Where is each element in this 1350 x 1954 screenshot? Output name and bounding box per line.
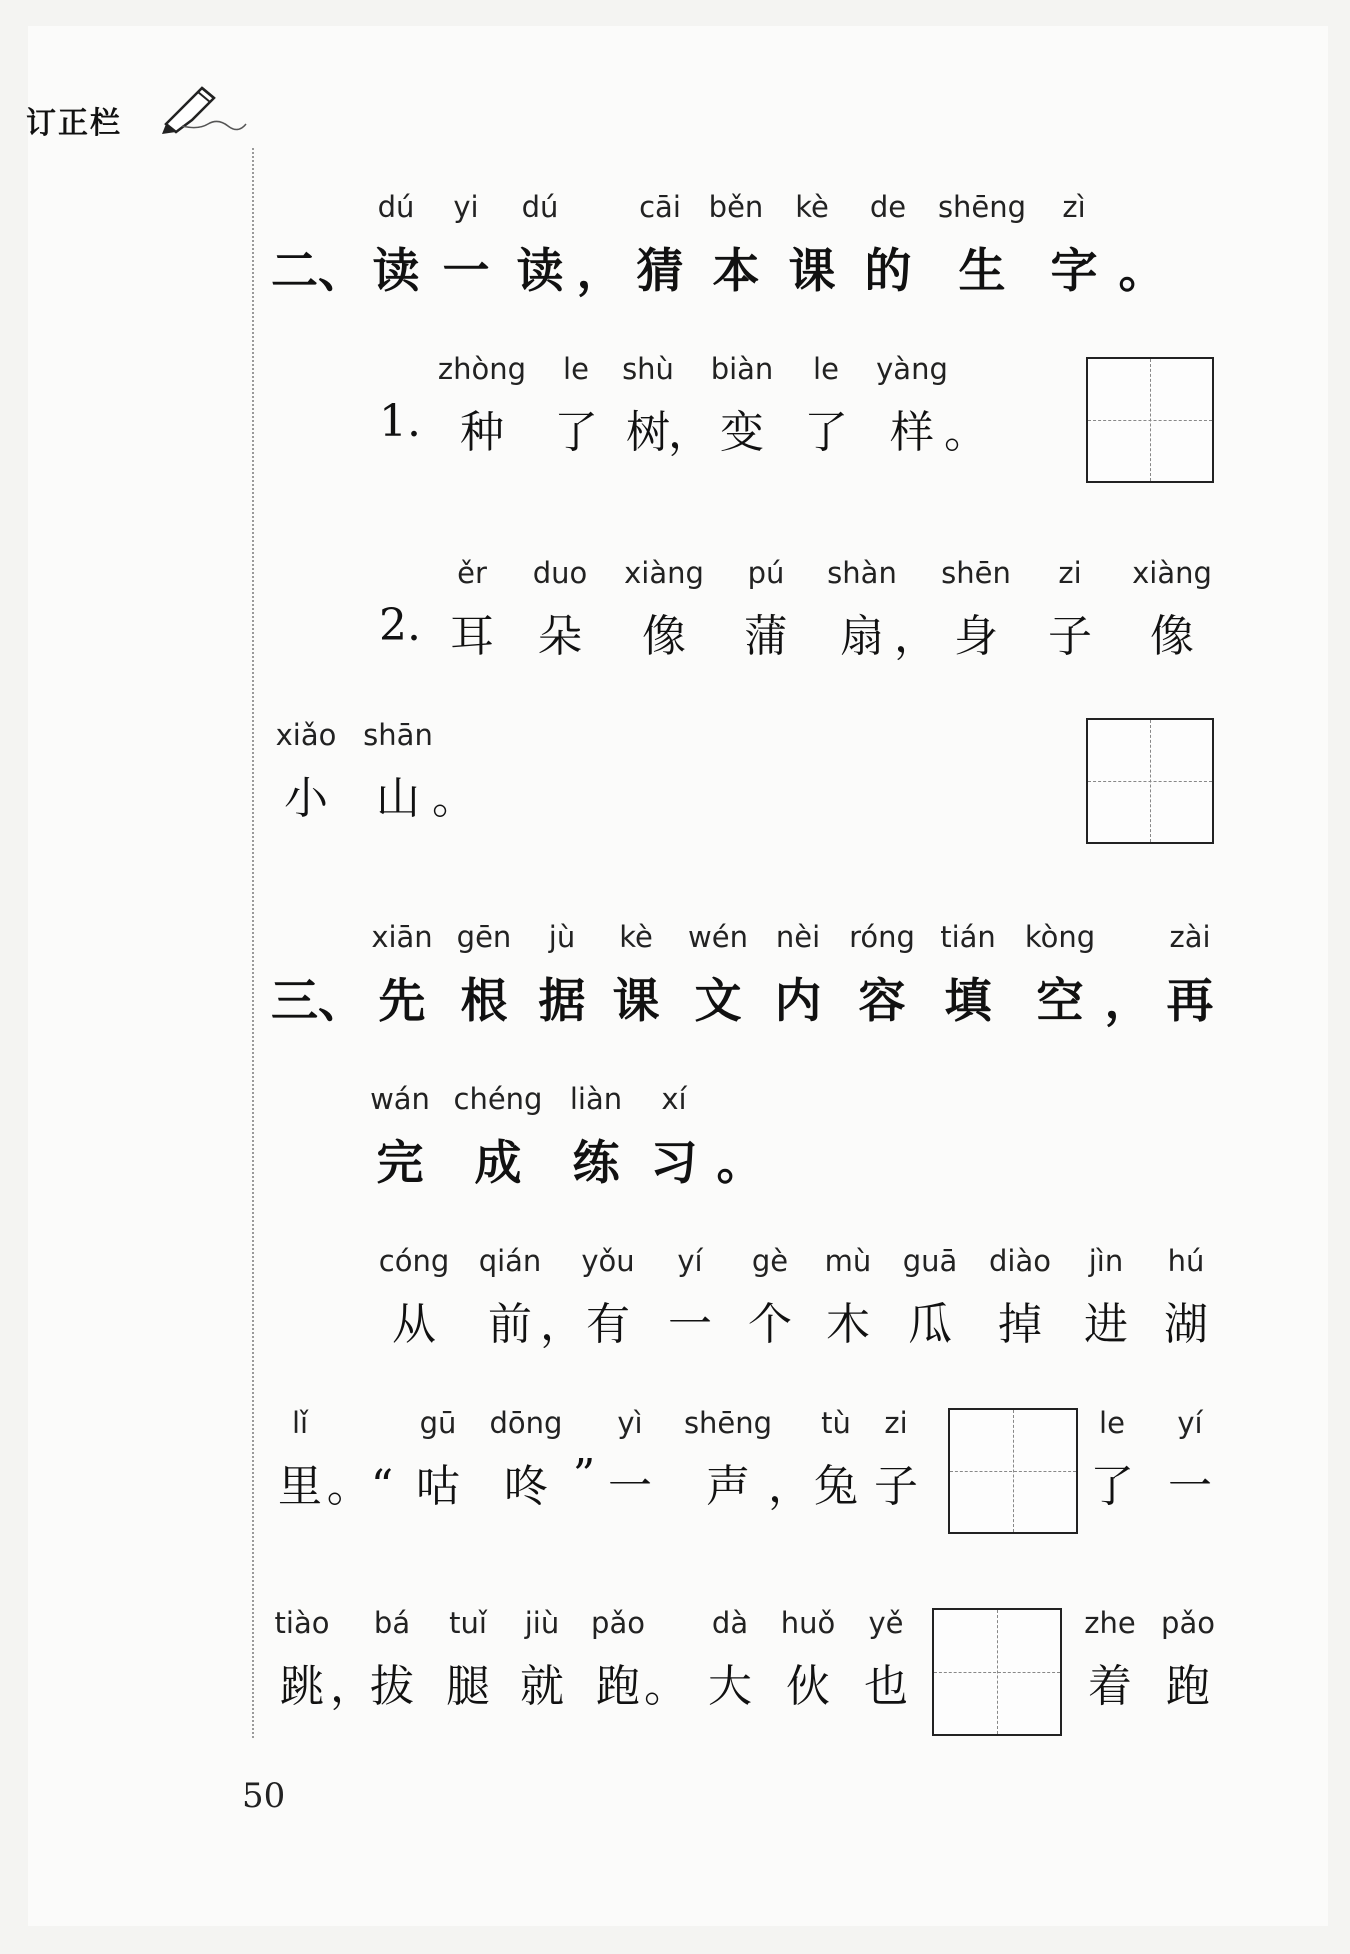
pinyin: shēn [941, 556, 1011, 590]
pinyin: nèi [775, 920, 821, 954]
hanzi: 子 [1048, 611, 1092, 662]
hanzi: 据 [538, 974, 586, 1029]
hanzi: 字 [1050, 244, 1098, 299]
hanzi: 读 [372, 244, 420, 299]
hanzi: 。“ [326, 1461, 394, 1512]
hanzi: 。 [1118, 244, 1166, 299]
hanzi: 瓜 [908, 1299, 952, 1350]
page-number: 50 [242, 1776, 286, 1816]
pinyin: shēng [683, 1406, 773, 1440]
pinyin: zì [1062, 190, 1086, 224]
pinyin: lǐ [291, 1406, 309, 1440]
hanzi: 成 [474, 1136, 522, 1191]
hanzi: 山 [376, 773, 420, 824]
pinyin: duo [532, 556, 588, 590]
pinyin: tù [821, 1406, 851, 1440]
pinyin: yì [617, 1406, 643, 1440]
hanzi: ， [540, 1299, 584, 1350]
hanzi: 扇 [840, 611, 884, 662]
pinyin: jù [548, 920, 576, 954]
hanzi: 填 [944, 974, 992, 1029]
pinyin: xiàng [1132, 556, 1212, 590]
hanzi: 腿 [446, 1661, 490, 1712]
pinyin: huǒ [780, 1606, 836, 1640]
pinyin: shēng [937, 190, 1027, 224]
hanzi: ， [668, 407, 712, 458]
pinyin: chéng [453, 1082, 543, 1116]
pinyin: ěr [457, 556, 487, 590]
pinyin: xiān [371, 920, 433, 954]
hanzi: 木 [826, 1299, 870, 1350]
hanzi: 再 [1166, 974, 1214, 1029]
hanzi: ” [572, 1450, 596, 1501]
hanzi: 兔 [814, 1461, 858, 1512]
hanzi: 空 [1036, 974, 1084, 1029]
hanzi: 。 [716, 1136, 764, 1191]
pinyin: pǎo [591, 1606, 645, 1640]
answer-box-story-2[interactable] [932, 1608, 1062, 1736]
hanzi: 了 [554, 407, 598, 458]
hanzi: 咚 [504, 1461, 548, 1512]
hanzi: 的 [864, 244, 912, 299]
question-number: 2. [379, 600, 421, 651]
pinyin: xiǎo [275, 718, 337, 752]
pinyin: tiào [274, 1606, 330, 1640]
answer-box-q2[interactable] [1086, 718, 1214, 844]
hanzi: 一 [668, 1299, 712, 1350]
hanzi: 课 [788, 244, 836, 299]
pinyin: biàn [710, 352, 774, 386]
pinyin: gū [419, 1406, 457, 1440]
pinyin: yě [868, 1606, 904, 1640]
pinyin: cóng [378, 1244, 450, 1278]
pinyin: xí [661, 1082, 687, 1116]
hanzi: 伙 [786, 1661, 830, 1712]
pinyin: kè [619, 920, 653, 954]
pinyin: yàng [876, 352, 948, 386]
pinyin: dú [521, 190, 559, 224]
hanzi: 一 [442, 244, 490, 299]
pinyin: shù [622, 352, 674, 386]
answer-box-q1[interactable] [1086, 357, 1214, 483]
pinyin: tián [940, 920, 996, 954]
hanzi: 耳 [450, 611, 494, 662]
hanzi: 蒲 [744, 611, 788, 662]
hanzi: 跑 [596, 1661, 640, 1712]
pinyin: gè [751, 1244, 789, 1278]
hanzi: 树 [626, 407, 670, 458]
pinyin: yí [677, 1244, 703, 1278]
pinyin: tuǐ [449, 1606, 487, 1640]
pinyin: zi [1058, 556, 1082, 590]
hanzi: 完 [376, 1136, 424, 1191]
hanzi: 。 [944, 407, 988, 458]
hanzi: 读 [516, 244, 564, 299]
hanzi: 朵 [538, 611, 582, 662]
correction-column-title: 订正栏 [26, 106, 122, 141]
pinyin: dú [377, 190, 415, 224]
pinyin: le [813, 352, 839, 386]
pinyin: zhe [1084, 1606, 1136, 1640]
pinyin: dōng [489, 1406, 563, 1440]
hanzi: ， [768, 1461, 812, 1512]
hanzi: 。 [644, 1661, 688, 1712]
hanzi: 像 [642, 611, 686, 662]
hanzi: 湖 [1164, 1299, 1208, 1350]
pinyin: wán [370, 1082, 430, 1116]
hanzi: 一 [1168, 1461, 1212, 1512]
pinyin: de [869, 190, 907, 224]
pinyin: yi [453, 190, 479, 224]
hanzi: 先 [378, 974, 426, 1029]
hanzi: 猜 [636, 244, 684, 299]
hanzi: 也 [864, 1661, 908, 1712]
hanzi: 子 [874, 1461, 918, 1512]
pinyin: běn [708, 190, 764, 224]
question-number: 1. [379, 396, 421, 447]
hanzi: 一 [608, 1461, 652, 1512]
hanzi: 样 [890, 407, 934, 458]
pinyin: hú [1167, 1244, 1205, 1278]
hanzi: 跳 [280, 1661, 324, 1712]
hanzi: ， [576, 244, 624, 299]
hanzi: 内 [774, 974, 822, 1029]
pinyin: jiù [524, 1606, 560, 1640]
hanzi: 变 [720, 407, 764, 458]
pinyin: qián [478, 1244, 542, 1278]
pinyin: mù [824, 1244, 872, 1278]
hanzi: 着 [1088, 1661, 1132, 1712]
hanzi: 了 [804, 407, 848, 458]
pinyin: le [1099, 1406, 1125, 1440]
pinyin: zài [1169, 920, 1211, 954]
pinyin: wén [688, 920, 748, 954]
pinyin: kè [795, 190, 829, 224]
hanzi: ， [330, 1661, 374, 1712]
answer-box-story-1[interactable] [948, 1408, 1078, 1534]
hanzi: 种 [460, 407, 504, 458]
hanzi: 根 [460, 974, 508, 1029]
hanzi: 练 [572, 1136, 620, 1191]
pinyin: róng [849, 920, 915, 954]
hanzi: 从 [392, 1299, 436, 1350]
pinyin: xiàng [624, 556, 704, 590]
hanzi: 习 [650, 1136, 698, 1191]
hanzi: ， [894, 611, 938, 662]
pinyin: zi [884, 1406, 908, 1440]
hanzi: 个 [748, 1299, 792, 1350]
hanzi: 。 [432, 773, 476, 824]
hanzi: 掉 [998, 1299, 1042, 1350]
pinyin: liàn [569, 1082, 623, 1116]
section2-number: 二、 [271, 244, 365, 299]
hanzi: 声 [706, 1461, 750, 1512]
pinyin: le [563, 352, 589, 386]
hanzi: 拔 [370, 1661, 414, 1712]
hanzi: 跑 [1166, 1661, 1210, 1712]
pencil-icon [158, 80, 248, 136]
hanzi: 容 [858, 974, 906, 1029]
hanzi: 进 [1084, 1299, 1128, 1350]
hanzi: 小 [284, 773, 328, 824]
pinyin: dà [711, 1606, 749, 1640]
hanzi: 文 [694, 974, 742, 1029]
pinyin: cāi [639, 190, 681, 224]
pinyin: guā [902, 1244, 958, 1278]
hanzi: 前 [488, 1299, 532, 1350]
pinyin: pú [747, 556, 785, 590]
pinyin: bá [373, 1606, 411, 1640]
pinyin: kòng [1024, 920, 1096, 954]
pinyin: jìn [1088, 1244, 1124, 1278]
hanzi: ， [1104, 974, 1152, 1029]
pinyin: shàn [827, 556, 897, 590]
pinyin: yǒu [581, 1244, 635, 1278]
hanzi: 身 [954, 611, 998, 662]
pinyin: yí [1177, 1406, 1203, 1440]
hanzi: 像 [1150, 611, 1194, 662]
hanzi: 本 [712, 244, 760, 299]
section3-number: 三、 [271, 974, 365, 1029]
hanzi: 课 [612, 974, 660, 1029]
pinyin: pǎo [1161, 1606, 1215, 1640]
hanzi: 里 [278, 1461, 322, 1512]
hanzi: 咕 [416, 1461, 460, 1512]
margin-dotted-line [252, 148, 254, 1738]
hanzi: 就 [520, 1661, 564, 1712]
pinyin: diào [989, 1244, 1051, 1278]
hanzi: 生 [958, 244, 1006, 299]
hanzi: 大 [708, 1661, 752, 1712]
hanzi: 有 [586, 1299, 630, 1350]
pinyin: zhòng [437, 352, 527, 386]
pinyin: shān [363, 718, 433, 752]
hanzi: 了 [1090, 1461, 1134, 1512]
pinyin: gēn [456, 920, 512, 954]
